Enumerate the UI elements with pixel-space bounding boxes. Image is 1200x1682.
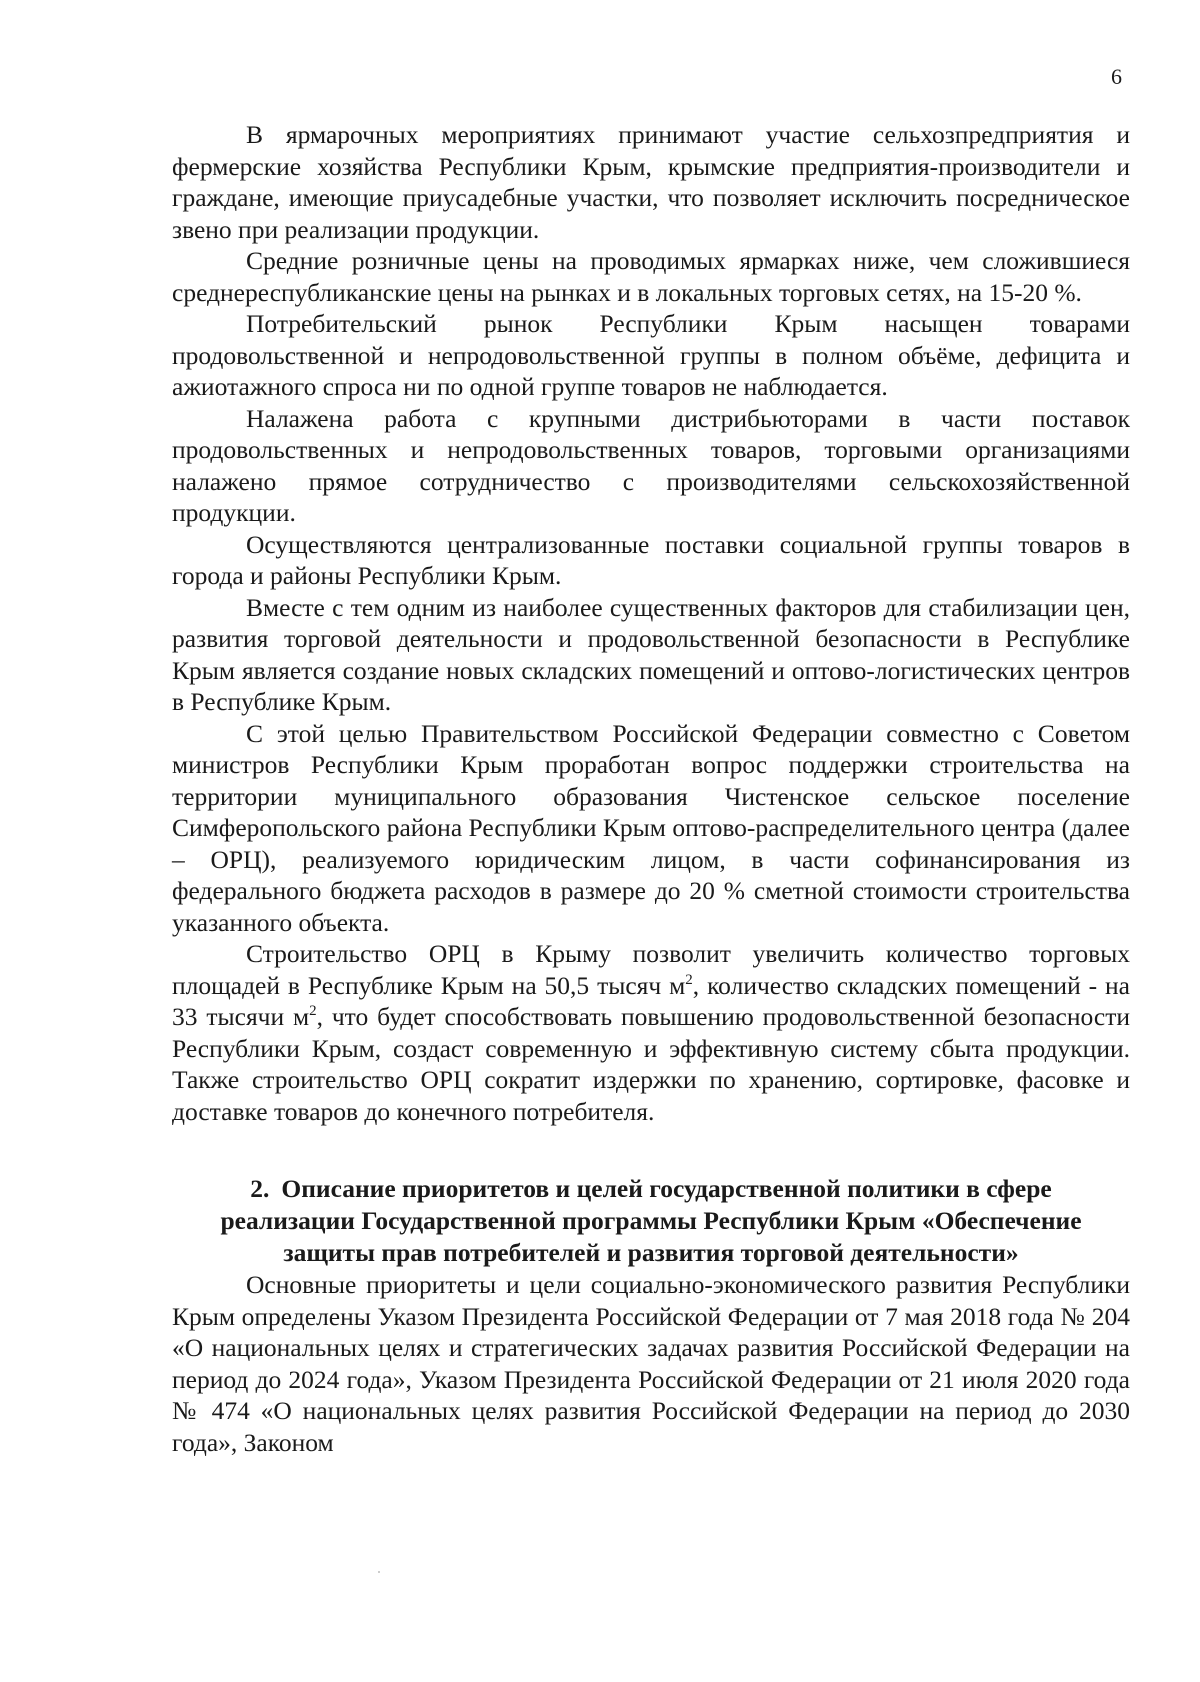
paragraph-fairs-participants: В ярмарочных мероприятиях принимают участие сельхозпредприятия и фермерские хозяйства Республики Крым, крымские предприятия-производители и граждане, имеющие приусадебные участки, что позволяет исключить посредническое звено при реализации продукции. — [172, 120, 1130, 244]
square-superscript-1: 2 — [685, 971, 693, 988]
orc-text-part-3: , что будет способствовать повышению продовольственной безопасности Республики Крым, создаст современную и эффективную систему сбыта продукции. Также строительство ОРЦ сократит издержки по хранению, сортировке, фасовке и доставке товаров до конечного потребителя. — [172, 1002, 1130, 1126]
page-number: 6 — [1111, 64, 1122, 89]
paragraph-orc-construction — [172, 938, 1130, 1127]
paragraph-centralized-supplies: Осуществляются централизованные поставки социальной группы товаров в города и районы Республики Крым. — [172, 529, 1130, 590]
orc-text-part-1: Строительство ОРЦ в Крыму позволит увеличить количество торговых площадей в Республике Крым на 50,5 тысяч м — [172, 939, 1130, 1000]
paragraph-stabilization-factors: Вместе с тем одним из наиболее существенных факторов для стабилизации цен, развития торговой деятельности и продовольственной безопасности в Республике Крым является создание новых складских помещений и оптово-логистических центров в Республике Крым. — [172, 592, 1130, 716]
section-title: Описание приоритетов и целей государственной политики в сфере реализации Государственной программы Республики Крым «Обеспечение защиты прав потребителей и развития торговой деятельности» — [220, 1174, 1082, 1267]
document-body — [172, 119, 1130, 1458]
section-number: 2. — [250, 1174, 270, 1203]
orc-text-part-2: , количество складских помещений - на 33 тысячи м — [172, 970, 1131, 1031]
paragraph-consumer-market: Потребительский рынок Республики Крым насыщен товарами продовольственной и непродовольственной группы в полном объёме, дефицита и ажиотажного спроса ни по одной группе товаров не наблюдается. — [172, 309, 1130, 401]
paragraph-government-support: С этой целью Правительством Российской Федерации совместно с Советом министров Республики Крым проработан вопрос поддержки строительства на территории муниципального образования Чистенское сельское поселение Симферопольского района Республики Крым оптово-распределительного центра (далее – ОРЦ), реализуемого юридическим лицом, в части софинансирования из федерального бюджета расходов в размере до 20 % сметной стоимости строительства указанного объекта. — [172, 718, 1130, 937]
square-superscript-2: 2 — [309, 1003, 317, 1019]
section-heading — [211, 1173, 1091, 1269]
scan-speck — [378, 1571, 380, 1573]
paragraph-retail-prices: Средние розничные цены на проводимых ярмарках ниже, чем сложившиеся среднереспубликанские цены на рынках и в локальных торговых сетях, на 15-20 %. — [172, 246, 1130, 307]
paragraph-distributors: Налажена работа с крупными дистрибьюторами в части поставок продовольственных и непродовольственных товаров, торговыми организациями налажено прямое сотрудничество с производителями сельскохозяйственной продукции. — [172, 403, 1130, 527]
paragraph-priorities-goals: Основные приоритеты и цели социально-экономического развития Республики Крым определены Указом Президента Российской Федерации от 7 мая 2018 года № 204 «О национальных целях и стратегических задачах развития Российской Федерации на период до 2024 года», Указом Президента Российской Федерации от 21 июля 2020 года № 474 «О национальных целях развития Российской Федерации на период до 2030 года», Законом — [172, 1270, 1130, 1457]
